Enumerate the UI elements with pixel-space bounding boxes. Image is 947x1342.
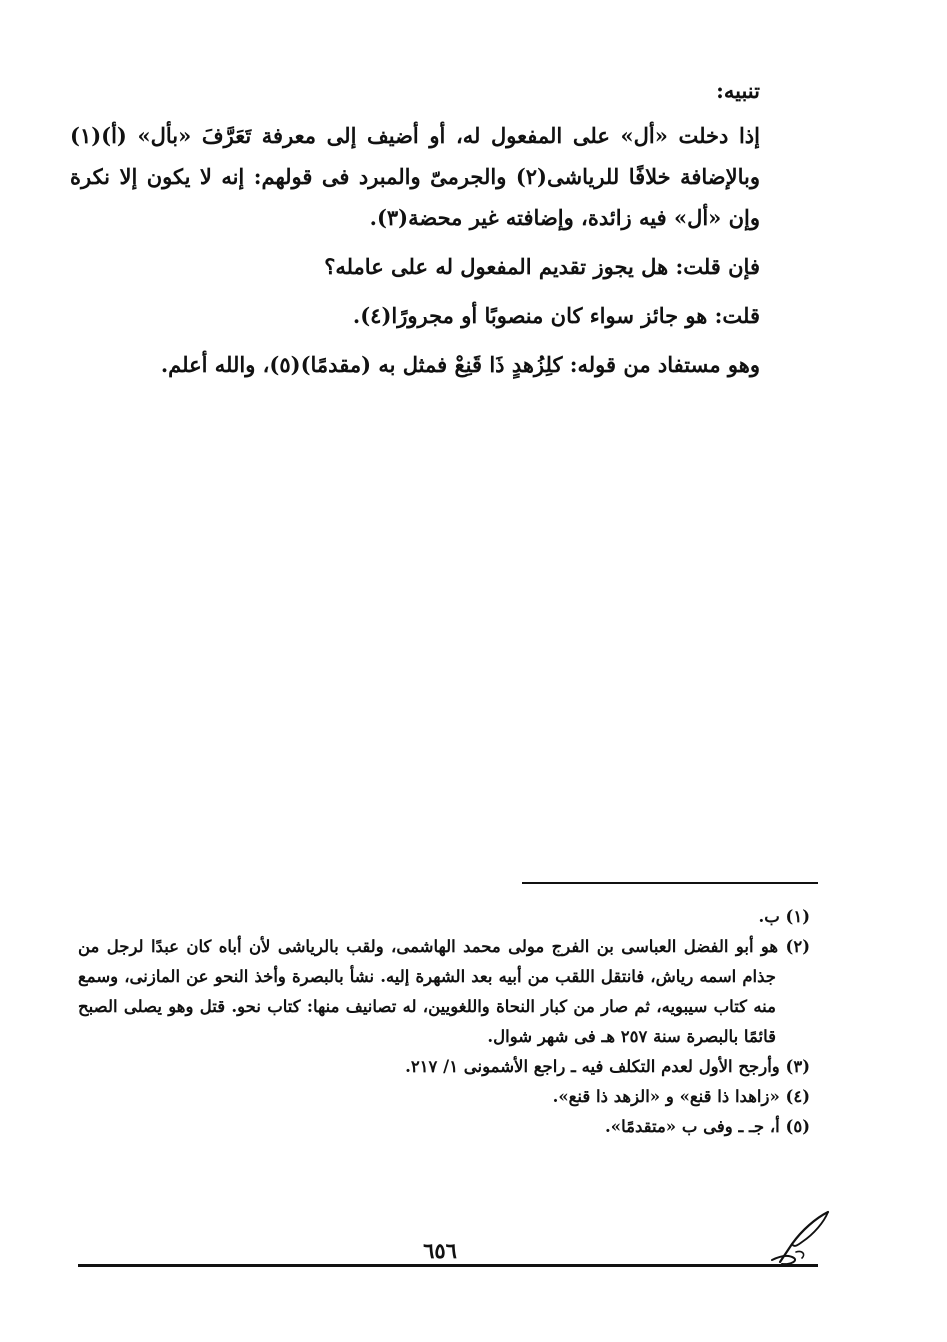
section-heading: تنبيه: [716,78,760,103]
footnote-5: (٥) أ، جـ ـ وفى ب «متقدمًا». [605,1117,810,1136]
quill-pen-icon [768,1208,832,1268]
footnote-2: (٢) هو أبو الفضل العباسى بن الفرج مولى محمد الهاشمى، ولقب بالرياشى لأن أباه كان عبدًا لرجل من جذام اسمه رياش، فانتقل اللقب من أبيه بعد الشهرة إليه. نشأ بالبصرة وأخذ النحو عن المازنى، وسمع منه كتاب سيبويه، ثم صار من كبار النحاة واللغويين، له تصانيف منها: كتاب نحو. قتل وهو يصلى الصبح قائمًا بالبصرة سنة ٢٥٧ هـ فى شهر شوال. [78,937,810,1046]
footnote-4: (٤) «زاهدا ذا قنع» و «الزهد ذا قنع». [552,1087,810,1106]
bottom-rule [78,1264,818,1267]
footnote-separator [522,882,818,884]
page-number: ٦٥٦ [423,1238,457,1263]
main-text-block [70,70,760,385]
footnote-1: (١) ب. [758,907,810,926]
paragraph-question: فإن قلت: هل يجوز تقديم المفعول له على عامله؟ [324,254,760,279]
footnote-3: (٣) وأرجح الأول لعدم التكلف فيه ـ راجع الأشمونى ١/ ٢١٧. [405,1057,810,1076]
footnotes-block [78,902,810,1142]
paragraph-conclusion: وهو مستفاد من قوله: كلِزُهدٍ ذَا قَنِعْ فمثل به (مقدمًا)(٥)، والله أعلم. [160,352,760,377]
paragraph-definition: إذا دخلت «أل» على المفعول له، أو أضيف إلى معرفة تَعَرَّفَ «بأل» (أ)(١) وبالإضافة خلافًا للرياشى(٢) والجرمىّ والمبرد فى قولهم: إنه لا يكون إلا نكرة وإن «أل» فيه زائدة، وإضافته غير محضة(٣). [70,123,761,230]
paragraph-answer: قلت: هو جائز سواء كان منصوبًا أو مجرورًا(٤). [352,303,760,328]
